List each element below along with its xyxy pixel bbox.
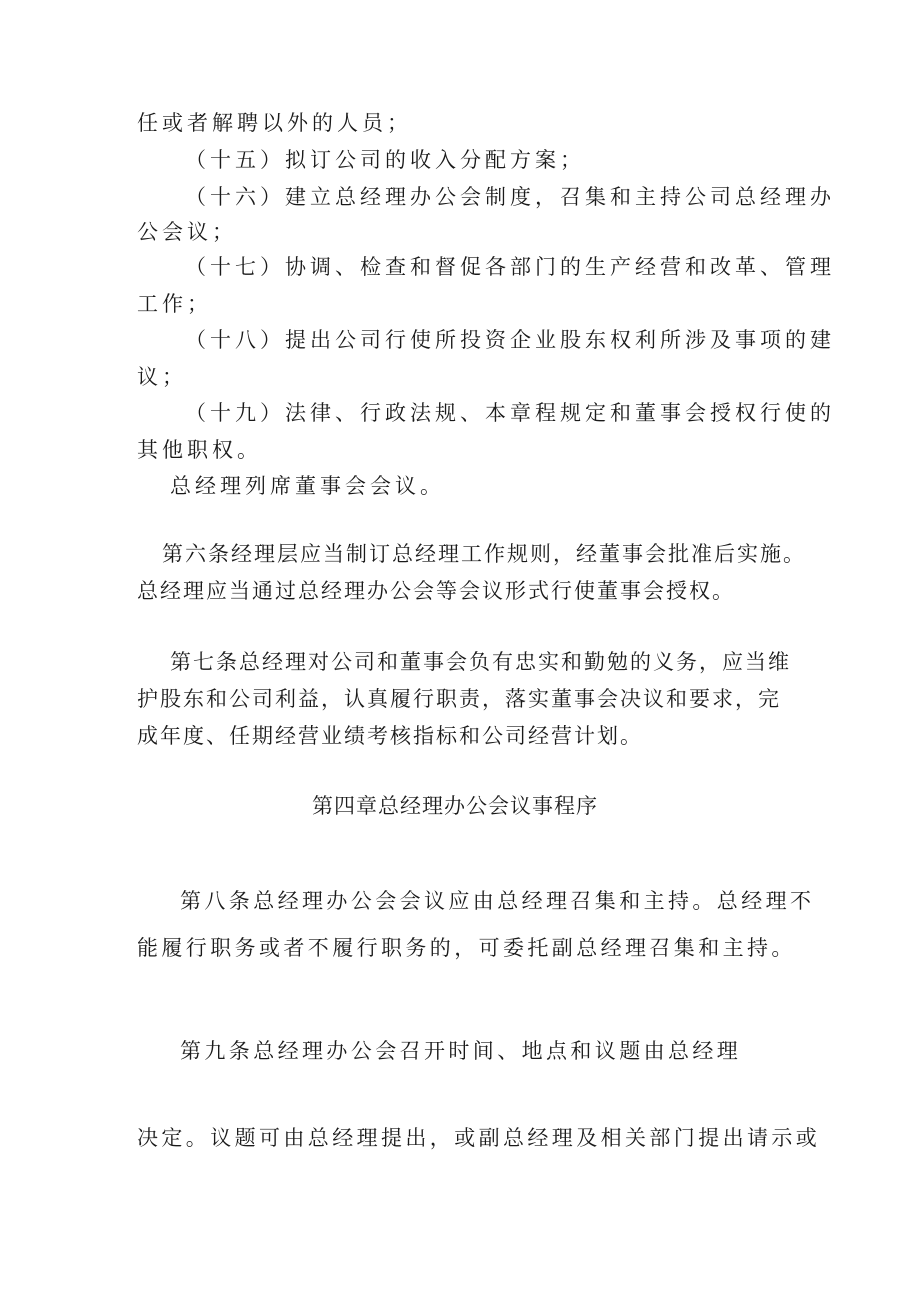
text-line: 第八条总经理办公会会议应由总经理召集和主持。总经理不: [180, 889, 815, 913]
text-line: 护股东和公司利益，认真履行职责，落实董事会决议和要求，完: [137, 687, 781, 711]
text-line: 第六条经理层应当制订总经理工作规则，经董事会批准后实施。: [162, 542, 806, 566]
chapter-heading: 第四章总经理办公会议事程序: [312, 794, 598, 818]
text-line: （十五）拟订公司的收入分配方案；: [185, 148, 585, 172]
text-line: 公会议；: [137, 220, 237, 244]
text-line: 总经理列席董事会会议。: [170, 474, 445, 498]
text-line: 能履行职务或者不履行职务的，可委托副总经理召集和主持。: [137, 936, 796, 960]
text-line: 工作；: [137, 292, 212, 316]
text-line: （十六）建立总经理办公会制度，召集和主持公司总经理办: [185, 185, 835, 209]
text-line: 决定。议题可由总经理提出，或副总经理及相关部门提出请示或: [137, 1126, 821, 1150]
text-line: 第九条总经理办公会召开时间、地点和议题由总经理: [180, 1039, 742, 1063]
text-line: 其他职权。: [137, 438, 262, 462]
text-line: 第七条总经理对公司和董事会负有忠实和勤勉的义务，应当维: [170, 650, 791, 674]
text-line: （十九）法律、行政法规、本章程规定和董事会授权行使的: [185, 401, 835, 425]
text-line: 成年度、任期经营业绩考核指标和公司经营计划。: [137, 724, 643, 748]
text-line: 任或者解聘以外的人员；: [137, 111, 412, 135]
text-line: 议；: [137, 365, 187, 389]
text-line: （十七）协调、检查和督促各部门的生产经营和改革、管理: [185, 255, 835, 279]
text-line: 总经理应当通过总经理办公会等会议形式行使董事会授权。: [137, 579, 735, 603]
text-line: （十八）提出公司行使所投资企业股东权利所涉及事项的建: [185, 328, 835, 352]
